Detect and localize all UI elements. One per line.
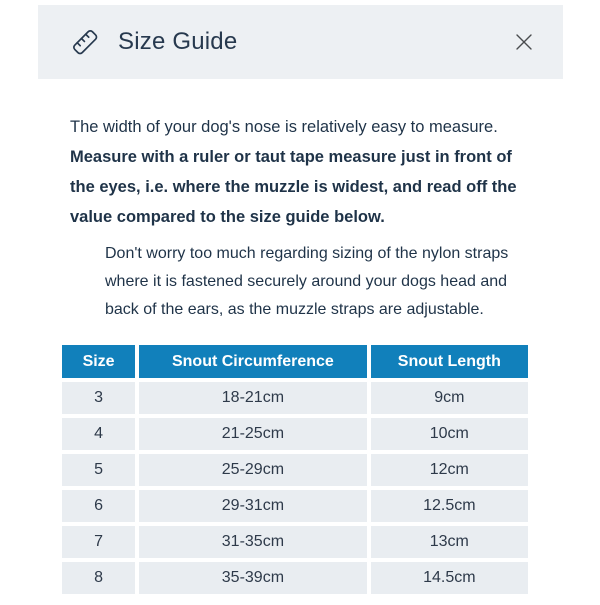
ruler-icon (68, 25, 102, 59)
snout-circumference-value: 21-25cm (139, 418, 366, 450)
table-row (62, 526, 528, 558)
snout-length-value: 9cm (371, 382, 528, 414)
snout-length-value: 14.5cm (371, 562, 528, 594)
size-guide-table (58, 341, 532, 598)
column-header-snout-circumference: Snout Circumference (139, 345, 366, 378)
snout-length-value: 12cm (371, 454, 528, 486)
table-row (62, 562, 528, 594)
snout-length-value: 10cm (371, 418, 528, 450)
size-value: 3 (62, 382, 135, 414)
table-row (62, 454, 528, 486)
table-row (62, 418, 528, 450)
column-header-size: Size (62, 345, 135, 378)
table-header-row (62, 345, 528, 378)
intro-text-bold: Measure with a ruler or taut tape measure just in front of the eyes, i.e. where the muzzle is widest, and read off the value compared to the size guide below. (70, 148, 517, 226)
size-value: 5 (62, 454, 135, 486)
intro-text-normal: The width of your dog's nose is relatively easy to measure. (70, 118, 498, 136)
snout-circumference-value: 31-35cm (139, 526, 366, 558)
close-button[interactable] (509, 27, 539, 57)
size-value: 8 (62, 562, 135, 594)
snout-circumference-value: 35-39cm (139, 562, 366, 594)
table-row (62, 382, 528, 414)
column-header-snout-length: Snout Length (371, 345, 528, 378)
page-title: Size Guide (118, 28, 238, 55)
size-value: 7 (62, 526, 135, 558)
snout-circumference-value: 18-21cm (139, 382, 366, 414)
snout-circumference-value: 29-31cm (139, 490, 366, 522)
table-row (62, 490, 528, 522)
size-value: 4 (62, 418, 135, 450)
snout-length-value: 12.5cm (371, 490, 528, 522)
snout-length-value: 13cm (371, 526, 528, 558)
size-guide-header (38, 5, 563, 79)
close-icon (513, 31, 535, 53)
size-value: 6 (62, 490, 135, 522)
intro-paragraph (70, 112, 534, 232)
snout-circumference-value: 25-29cm (139, 454, 366, 486)
strap-note-paragraph: Don't worry too much regarding sizing of the nylon straps where it is fastened securely around your dogs head and back of the ears, as the muzzle straps are adjustable. (105, 245, 509, 318)
